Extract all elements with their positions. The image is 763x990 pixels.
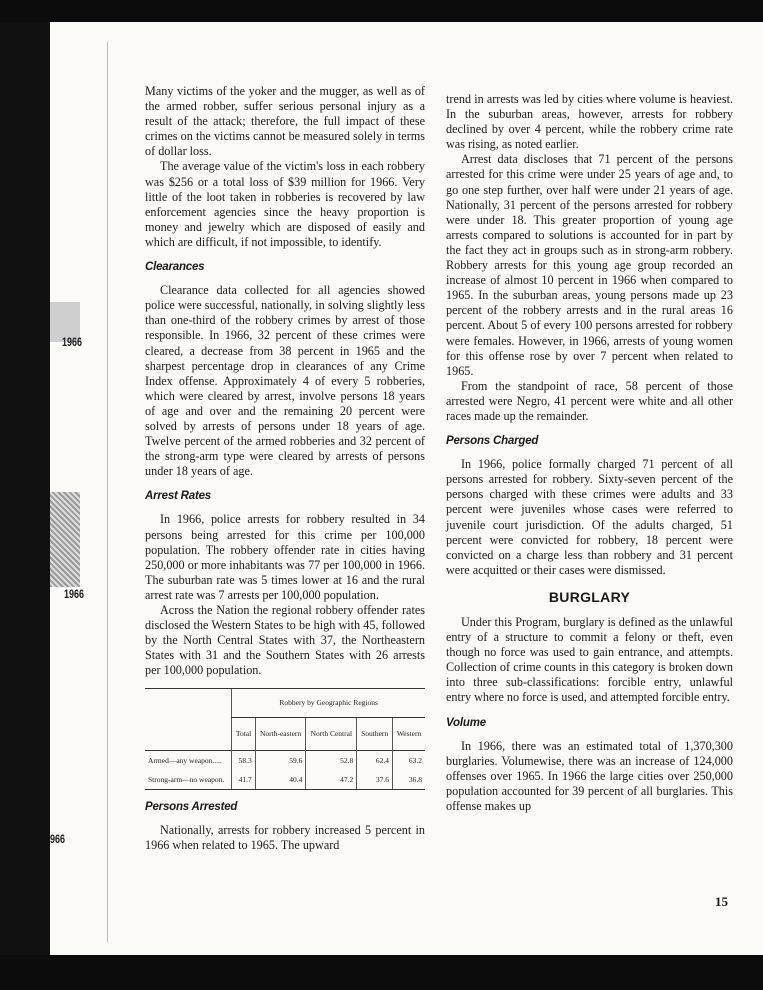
table-cell: 58.3	[232, 750, 255, 770]
document-page	[50, 22, 763, 955]
robbery-regions-table	[145, 688, 425, 789]
table-cell: 59.6	[255, 750, 306, 770]
paragraph: Many victims of the yoker and the mugger, as well as of the armed robber, suffer serious personal injury as a result of the attack; therefore, the full impact of these crimes on the victims cannot be measured solely in terms of dollar loss.	[145, 84, 425, 159]
table-cell: 52.8	[306, 750, 357, 770]
paragraph: Nationally, arrests for robbery increased 5 percent in 1966 when related to 1965. The upward	[145, 822, 425, 852]
paragraph: Arrest data discloses that 71 percent of the persons arrested for this crime were under 25 years of age and, to go one step further, over half were under 21 years of age. Nationally, 31 percent of the persons arrested for robbery were under 18. This greater proportion of young age arrests compared to solutions is accounted for in part by the fact they act in groups such as in strong-arm robbery. Robbery arrests for this young age group recorded an increase of almost 10 percent in 1966 when compared to 1965. In the suburban areas, young persons made up 23 percent of the robbery arrests and in the rural areas 16 percent. About 5 of every 100 persons arrested for robbery were females. However, in 1966, arrests of young women for this offense rose by over 7 percent when related to 1965.	[446, 152, 733, 378]
section-heading: Clearances	[145, 261, 205, 274]
table-header: North-eastern	[255, 717, 306, 750]
paragraph: From the standpoint of race, 58 percent of those arrested were Negro, 41 percent were white and all other races made up the remainder.	[446, 378, 733, 423]
table-header: Total	[232, 717, 255, 750]
paragraph: trend in arrests was led by cities where volume is heaviest. In the suburban areas, however, arrests for robbery declined by over 4 percent, while the robbery crime rate was rising, as noted earlier.	[446, 92, 733, 152]
margin-label: 1966	[64, 587, 85, 601]
scan-bottom-edge	[0, 955, 763, 990]
section-heading: Persons Charged	[446, 435, 539, 448]
table-cell: 40.4	[255, 770, 306, 790]
table-row-label: Armed—any weapon.....	[145, 750, 232, 770]
section-heading: Volume	[446, 716, 486, 729]
text-column-left	[145, 84, 425, 853]
paragraph: Under this Program, burglary is defined as the unlawful entry of a structure to commit a felony or theft, even though no force was used to gain entrance, and attempts. Collection of crime counts in this category is broken down into three sub-classifications: forcible entry, unlawful entry where no force is used, and attempted forcible entry.	[446, 615, 733, 705]
paragraph: In 1966, there was an estimated total of 1,370,300 burglaries. Volumewise, there was an increase of 124,000 offenses over 1965. In 1966 the large cities over 250,000 population accounted for 39 percent of all burglaries. This offense makes up	[446, 738, 733, 814]
previous-page-remnant	[50, 492, 80, 587]
table-cell: 37.6	[357, 770, 393, 790]
paragraph: Across the Nation the regional robbery offender rates disclosed the Western States to be high with 45, followed by the North Central States with 37, the Northeastern States with 31 and the Southern States with 26 arrests per 100,000 population.	[145, 603, 425, 678]
table-cell: 62.4	[357, 750, 393, 770]
table-row-label: Strong-arm—no weapon.	[145, 770, 232, 790]
table-cell: 41.7	[232, 770, 255, 790]
section-heading: Arrest Rates	[145, 490, 211, 503]
table-header: North Central	[306, 717, 357, 750]
scan-top-edge	[0, 0, 763, 22]
table-header: Western	[396, 729, 422, 739]
table-cell: 47.2	[306, 770, 357, 790]
paragraph: The average value of the victim's loss in each robbery was $256 or a total loss of $39 million for 1966. Very little of the loot taken in robberies is recovered by law enforcement agencies since the heavy proportion is money and jewelry which are disposed of easily and which are difficult, if not impossible, to identify.	[145, 159, 425, 249]
section-heading: Persons Arrested	[145, 800, 238, 813]
text-column-right	[446, 92, 733, 814]
paragraph: Clearance data collected for all agencies showed police were successful, nationally, in solving slightly less than one-third of the robbery crimes by arrest of those responsible. In 1966, 32 percent of these crimes were cleared, a decrease from 38 percent in 1965 and the sharpest percentage drop in clearances of any Crime Index offense. Approximately 4 of every 5 robberies, which were cleared by arrest, involve persons 18 years of age and over and the remaining 20 percent were solved by arrests of persons under 18 years of age. Twelve percent of the armed robberies and 32 percent of the strong-arm type were cleared by arrests of persons under 18 years of age.	[145, 283, 425, 479]
table-cell: 63.2	[393, 750, 425, 770]
margin-label: 966	[50, 832, 66, 846]
margin-label: 1966	[62, 335, 83, 349]
table-header: Southern	[357, 717, 393, 750]
chapter-heading: BURGLARY	[548, 588, 631, 605]
table-caption: Robbery by Geographic Regions	[232, 689, 425, 717]
paragraph: In 1966, police arrests for robbery resulted in 34 persons being arrested for this crime per 100,000 population. The robbery offender rate in cities having 250,000 or more inhabitants was 77 per 100,000 in 1966. The suburban rate was 5 times lower at 16 and the rural arrest rate was 7 arrests per 100,000 population.	[145, 512, 425, 602]
margin-rule	[107, 42, 108, 942]
page-number: 15	[715, 894, 728, 909]
table-cell: 36.8	[393, 770, 425, 790]
paragraph: In 1966, police formally charged 71 percent of all persons arrested for robbery. Sixty-seven percent of the persons charged with these crimes were adults and 33 percent were juveniles whose cases were referred to juvenile court jurisdiction. Of the adults charged, 51 percent were convicted for robbery, 18 percent were convicted on a charge less than robbery and 31 percent were acquitted or their cases were dismissed.	[446, 457, 733, 577]
